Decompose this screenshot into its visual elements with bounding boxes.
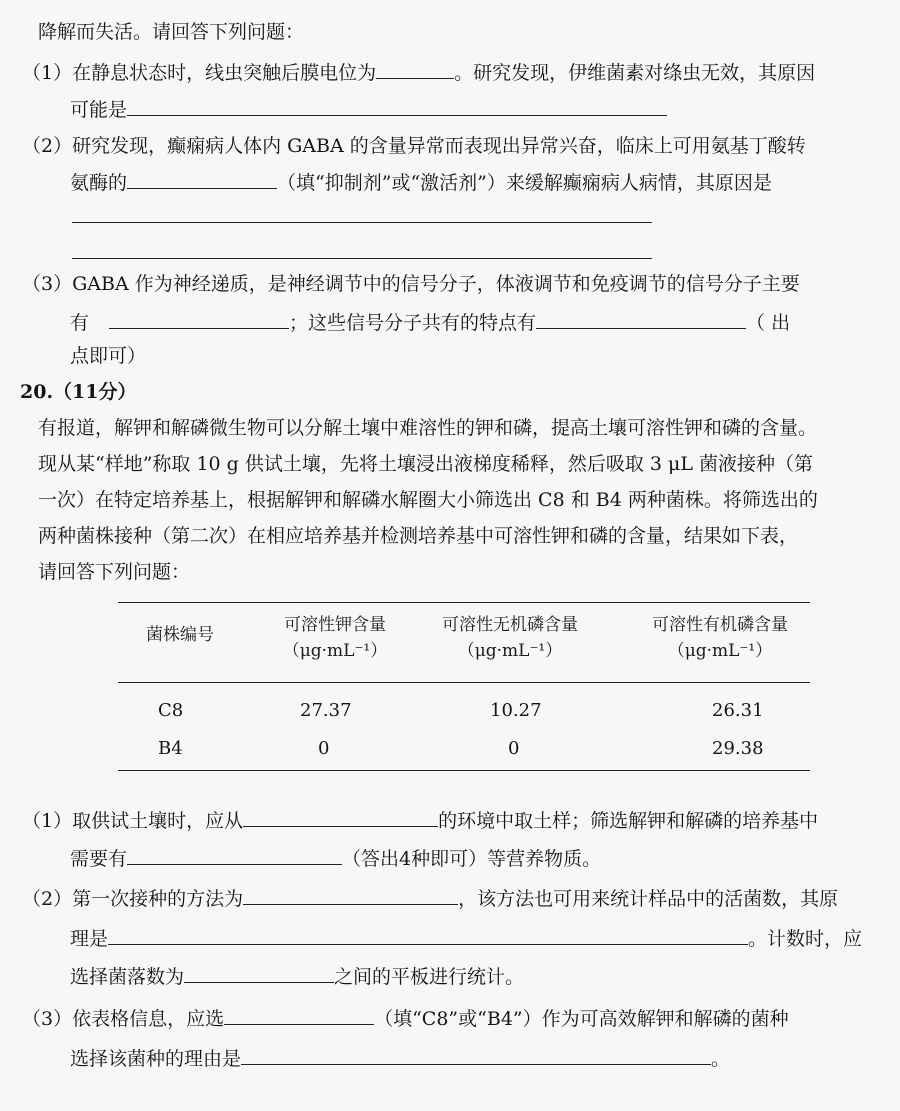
q19-2-line2 — [70, 168, 772, 197]
text: 理是 — [70, 928, 109, 950]
text: （ 出 — [746, 312, 791, 334]
cell-organic-p: 29.38 — [712, 738, 764, 759]
q19-3-line2 — [70, 308, 790, 337]
text: （3）GABA 作为神经递质，是神经调节中的信号分子，体液调节和免疫调节的信号分子主要 — [22, 273, 800, 295]
q19-1-line1 — [22, 58, 815, 87]
text: 氨酶的 — [70, 172, 128, 194]
header-unit: （μg·mL⁻¹） — [667, 641, 773, 661]
answer-blank[interactable] — [243, 806, 438, 827]
header-title: 可溶性有机磷含量 — [652, 615, 788, 635]
q19-3-line1 — [22, 270, 800, 298]
text: （填“C8”或“B4”）作为可高效解钾和解磷的菌种 — [374, 1008, 789, 1030]
text: 两种菌株接种（第二次）在相应培养基并检测培养基中可溶性钾和磷的含量，结果如下表， — [38, 525, 799, 547]
text: ，该方法也可用来统计样品中的活菌数，其原 — [458, 888, 839, 910]
table-mid-rule — [118, 682, 810, 683]
text: 。 — [711, 1048, 731, 1070]
text: （1）在静息状态时，线虫突触后膜电位为 — [22, 62, 377, 84]
text: （2）第一次接种的方法为 — [22, 888, 244, 910]
answer-line[interactable] — [72, 222, 652, 223]
question-number — [20, 378, 137, 406]
passage-line — [38, 486, 818, 514]
text: 降解而失活。请回答下列问题： — [38, 21, 305, 43]
text: 20.（11分） — [20, 381, 137, 403]
header-unit: （μg·mL⁻¹） — [457, 641, 563, 661]
answer-blank[interactable] — [108, 924, 748, 945]
text: 选择菌落数为 — [70, 966, 185, 988]
passage-line — [38, 558, 190, 586]
q19-1-line2 — [70, 95, 667, 124]
q20-1-line1 — [22, 806, 818, 835]
header-title: 可溶性无机磷含量 — [442, 615, 578, 635]
table-header-cell — [250, 612, 420, 664]
text: （3）依表格信息，应选 — [22, 1008, 225, 1030]
table-bottom-rule — [118, 770, 810, 771]
text: 的环境中取土样；筛选解钾和解磷的培养基中 — [438, 810, 819, 832]
text: 有 — [70, 312, 90, 334]
text: 现从某“样地”称取 10 g 供试土壤，先将土壤浸出液梯度稀释，然后吸取 3 μL 菌液接种（第 — [38, 453, 814, 475]
answer-line[interactable] — [72, 258, 652, 259]
q20-2-line1 — [22, 884, 838, 913]
table-top-rule — [118, 602, 810, 603]
q19-2-line1 — [22, 132, 806, 160]
text: 。计数时，应 — [748, 928, 863, 950]
table-header-cell — [110, 622, 250, 648]
answer-blank[interactable] — [224, 1004, 374, 1025]
header-unit: （μg·mL⁻¹） — [282, 641, 388, 661]
q20-1-line2 — [70, 844, 601, 873]
cell-inorganic-p: 0 — [508, 738, 520, 759]
text: 点即可） — [70, 345, 147, 367]
cell-k: 27.37 — [300, 700, 352, 721]
answer-blank[interactable] — [241, 1044, 711, 1065]
passage-line — [38, 450, 813, 478]
answer-blank[interactable] — [243, 884, 458, 905]
answer-blank[interactable] — [127, 844, 342, 865]
q19-3-line3 — [70, 342, 146, 370]
header-title: 可溶性钾含量 — [284, 615, 386, 635]
passage-line — [38, 414, 817, 442]
answer-blank[interactable] — [127, 95, 667, 116]
q20-3-line1 — [22, 1004, 789, 1033]
table-header-cell — [630, 612, 810, 664]
answer-blank[interactable] — [536, 308, 746, 329]
text: 需要有 — [70, 848, 128, 870]
cell-inorganic-p: 10.27 — [490, 700, 542, 721]
q20-2-line3 — [70, 962, 524, 991]
text: 一次）在特定培养基上，根据解钾和解磷水解圈大小筛选出 C8 和 B4 两种菌株。将筛选出的 — [38, 489, 818, 511]
text: 。研究发现，伊维菌素对绦虫无效，其原因 — [454, 62, 816, 84]
cell-organic-p: 26.31 — [712, 700, 764, 721]
text: 选择该菌种的理由是 — [70, 1048, 242, 1070]
intro-line — [38, 18, 304, 46]
q20-3-line2 — [70, 1044, 730, 1073]
answer-blank[interactable] — [376, 58, 454, 79]
header-title: 菌株编号 — [146, 625, 214, 645]
passage-line — [38, 522, 798, 550]
q20-2-line2 — [70, 924, 862, 953]
answer-blank[interactable] — [184, 962, 334, 983]
text: 有报道，解钾和解磷微生物可以分解土壤中难溶性的钾和磷，提高土壤可溶性钾和磷的含量。 — [38, 417, 818, 439]
text: 可能是 — [70, 99, 128, 121]
cell-k: 0 — [318, 738, 330, 759]
text: （填“抑制剂”或“激活剂”）来缓解癫痫病人病情，其原因是 — [277, 172, 772, 194]
table-header-cell — [420, 612, 600, 664]
answer-blank[interactable] — [127, 168, 277, 189]
text: ；这些信号分子共有的特点有 — [289, 312, 537, 334]
text: 之间的平板进行统计。 — [334, 966, 525, 988]
text: （2）研究发现，癫痫病人体内 GABA 的含量异常而表现出异常兴奋，临床上可用氨基丁酸转 — [22, 135, 806, 157]
answer-blank[interactable] — [109, 308, 289, 329]
cell-strain: C8 — [158, 700, 184, 721]
cell-strain: B4 — [158, 738, 183, 759]
text: （答出4种即可）等营养物质。 — [342, 848, 602, 870]
text: 请回答下列问题： — [38, 561, 191, 583]
text: （1）取供试土壤时，应从 — [22, 810, 244, 832]
